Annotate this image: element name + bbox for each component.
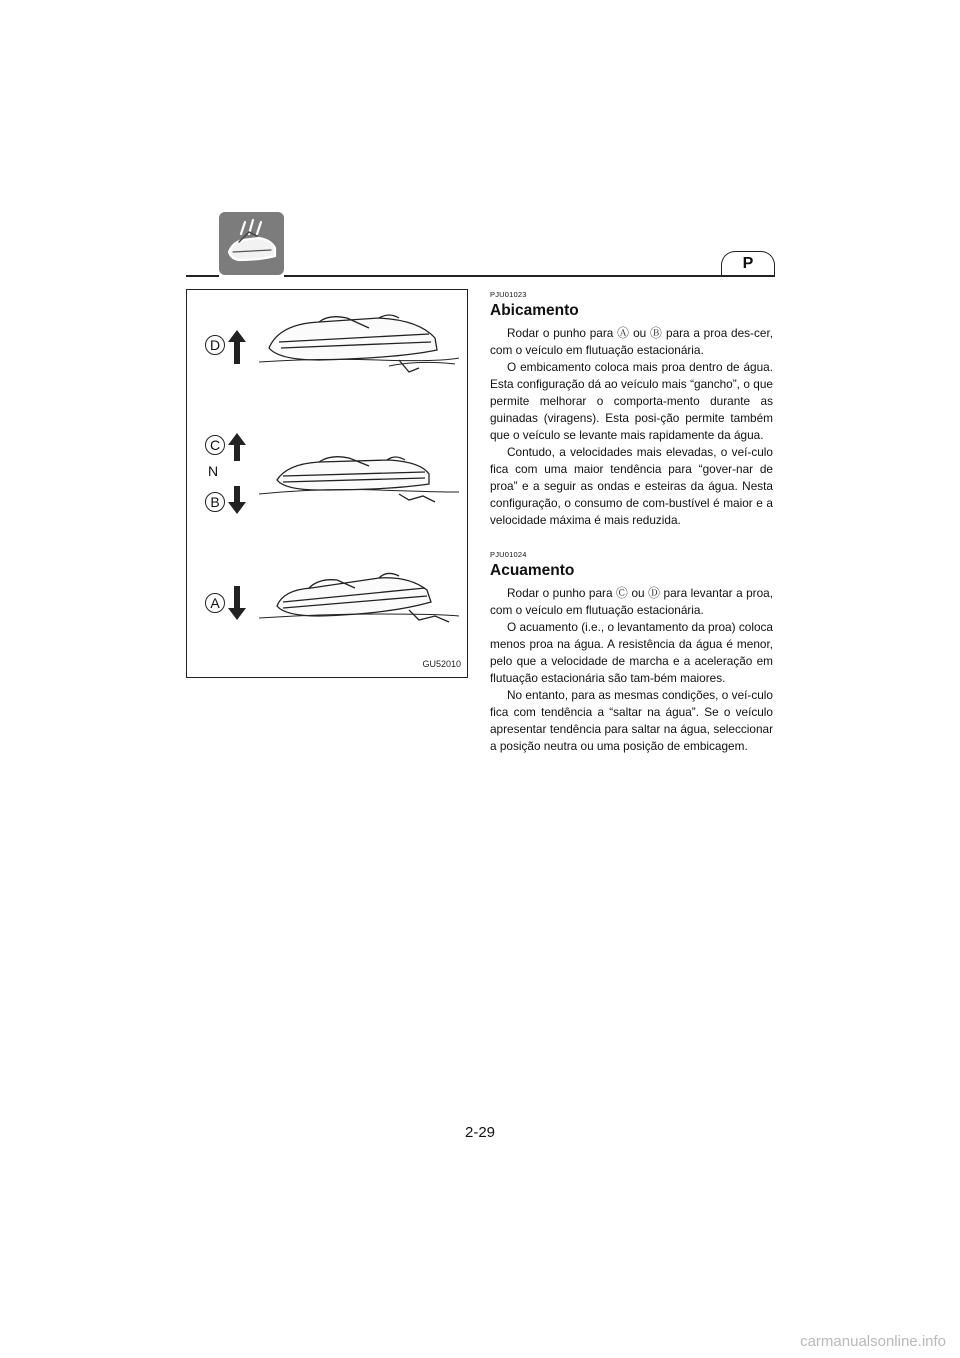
section-code: PJU01023 [490, 290, 527, 299]
label-d: D [205, 335, 225, 355]
watermark: carmanualsonline.info [800, 1333, 946, 1350]
arrow-up-icon [228, 330, 246, 364]
watercraft-neutral-image [259, 450, 459, 510]
paragraph: No entanto, para as mesmas condições, o veí-culo fica com tendência a “saltar na água”. Se o veículo apresentar tendência para saltar na água, seleccionar a posição neutra ou uma posição de embicagem. [490, 688, 773, 753]
watercraft-bow-down-image [259, 310, 459, 382]
arrow-down-small-icon [228, 486, 246, 514]
page-number: 2-29 [464, 1124, 496, 1141]
section-heading: Abicamento [490, 302, 579, 319]
watercraft-section-icon [219, 212, 284, 275]
arrow-up-small-icon [228, 433, 246, 461]
paragraph: O embicamento coloca mais proa dentro de água. Esta configuração dá ao veículo mais “gancho”, o que permite melhorar o comporta-mento durante as guinadas (viragens). Esta posi-ção permite também que o veículo se levante mais rapidamente da água. [490, 360, 773, 442]
paragraph: Rodar o punho para Ⓒ ou Ⓓ para levantar a proa, com o veículo em flutuação estacionária. [490, 586, 773, 617]
language-badge: P [721, 251, 775, 275]
label-neutral: N [208, 463, 219, 479]
label-a: A [205, 593, 225, 613]
text-column [490, 290, 773, 755]
section-heading: Acuamento [490, 562, 575, 579]
paragraph: O acuamento (i.e., o levantamento da proa) coloca menos proa na água. A resistência da água é menor, pelo que a velocidade de marcha e a aceleração em flutuação estacionária são tam-bém maiores. [490, 620, 773, 685]
header-rule-right [284, 275, 775, 277]
section-code: PJU01024 [490, 550, 527, 559]
header-rule-left [186, 275, 219, 277]
label-c: C [205, 435, 225, 455]
paragraph: Rodar o punho para Ⓐ ou Ⓑ para a proa des-cer, com o veículo em flutuação estacionária. [490, 326, 773, 357]
arrow-down-icon [228, 586, 246, 620]
label-b: B [205, 492, 225, 512]
paragraph: Contudo, a velocidades mais elevadas, o veí-culo fica com uma maior tendência para “gover-nar de proa” e a seguir as ondas e esteiras da água. Nesta configuração, o consumo de com-bustível é maior e a velocidade máxima é mais reduzida. [490, 445, 773, 527]
watercraft-bow-up-image [259, 570, 459, 634]
figure-code: GU52010 [422, 659, 461, 669]
trim-figure [186, 289, 468, 678]
